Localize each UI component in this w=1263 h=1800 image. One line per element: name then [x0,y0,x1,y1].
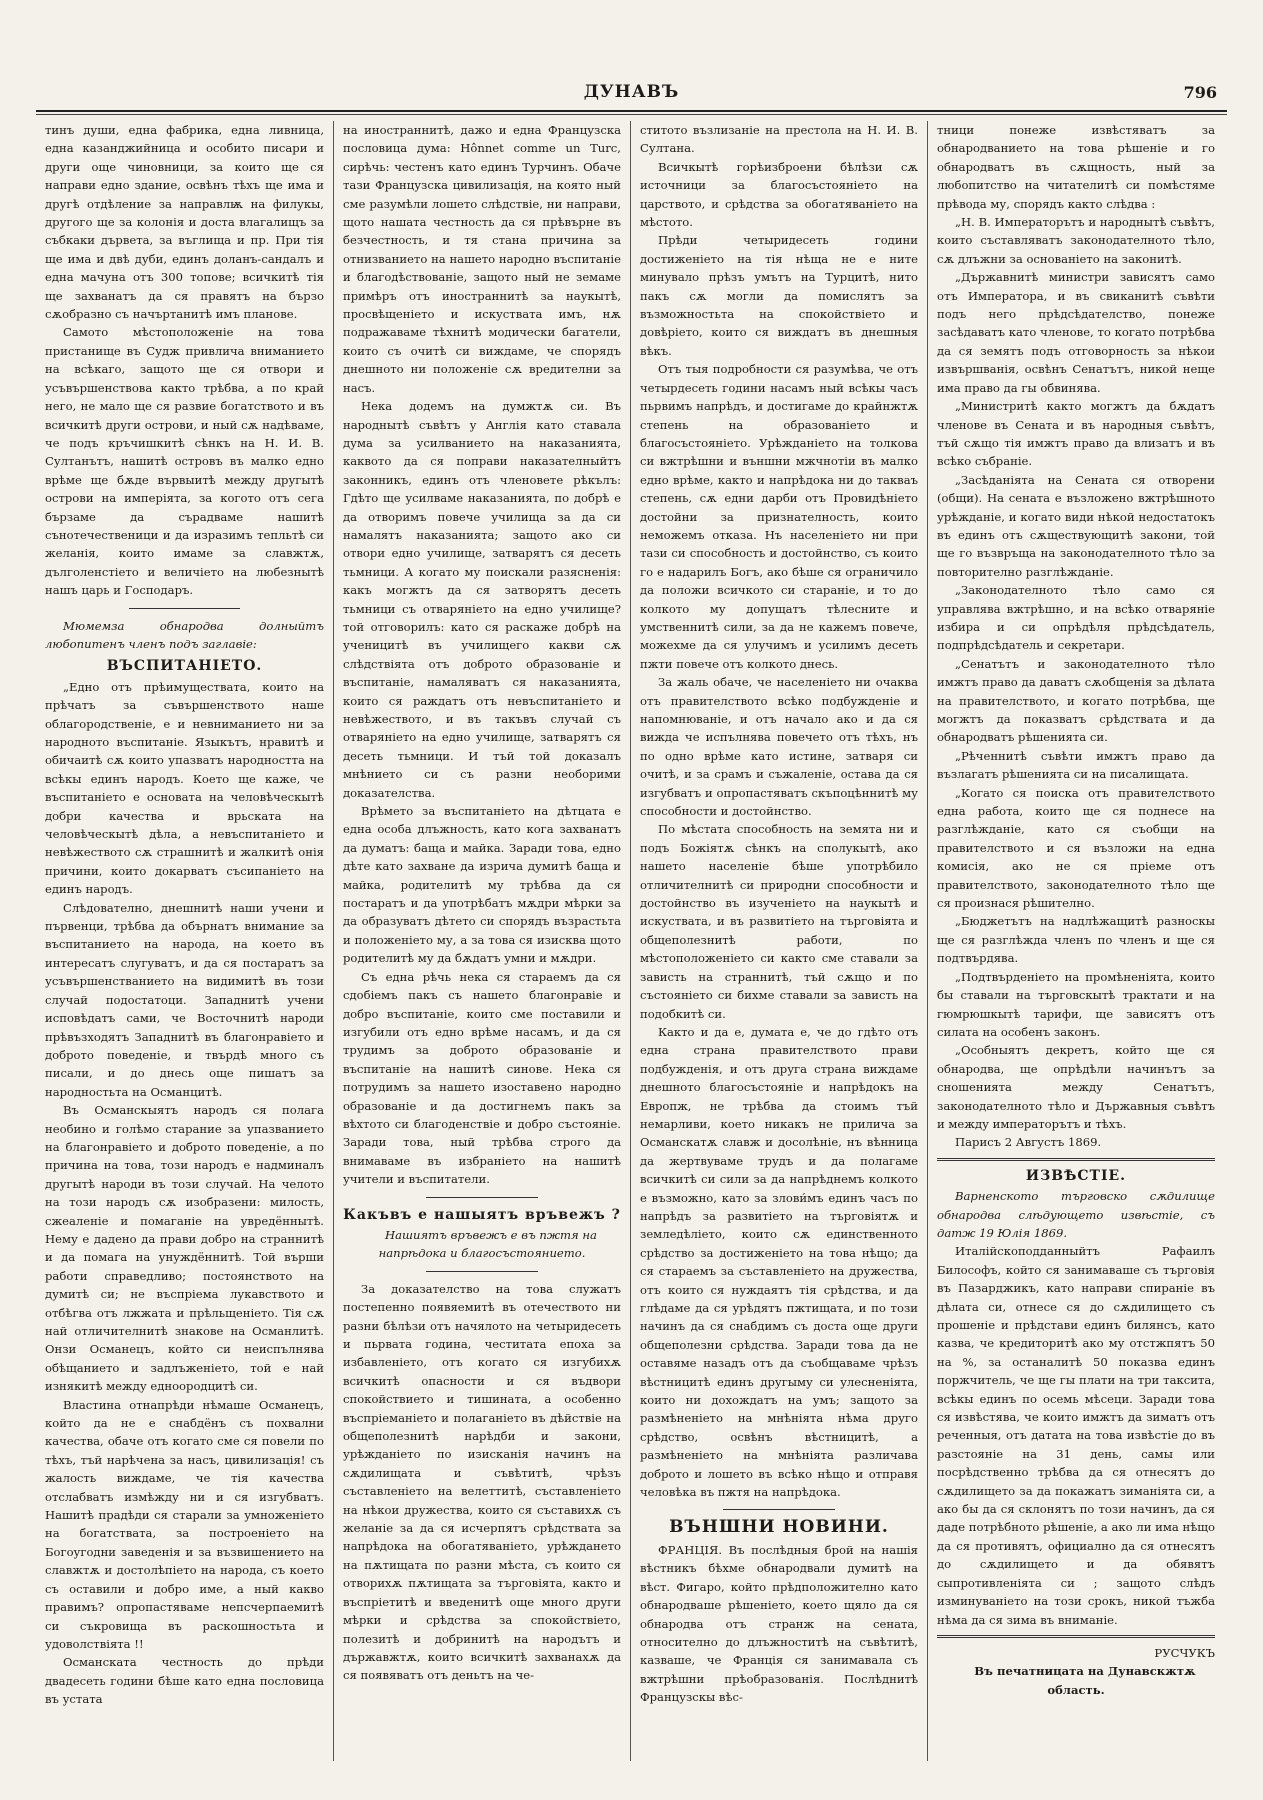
imprint-city: РУСЧУКЪ [1154,1645,1215,1660]
paragraph: По мѣстата способность на земята ни и подъ Божіятѫ сѣнкъ на сполукытѣ, ако нашето населеніе бѣше употрѣбило отличителнитѣ си природни способности и достойнство въ изученіето на наукытѣ и искуствата, и въ развитіето на търговіята и общеполезнитѣ работи, по мѣстоположеніето си както сме ставали за зависть на страннитѣ, тъй сѫщо и по състояніето си бихме ставали за зависть на подобкитѣ си. [640,822,918,1021]
paragraph: „Особныятъ декретъ, който ще ся обнародва, ще опрѣдѣли начинътъ за сношенията между Сенатътъ, законодателното тѣло и Държавныя съвѣтъ и между императорътъ и тѣхъ. [937,1043,1215,1131]
paragraph: Всичкытѣ горѣизброени бѣлѣзи сѫ источници за благосъстояніето на царството, и срѣдства за обогатяваніето на мѣстото. [640,159,918,230]
article-intro: Мюмемза обнародва долныйтъ любопитенъ членъ подъ заглавіе: [45,618,324,651]
page-header [36,82,1227,108]
notice-intro: Варненското търговско сѫдилище обнародва слѣдующето извѣстіе, съ датж 19 Юлія 1869. [937,1189,1215,1240]
notice-body: Италійскоподданныйтъ Рафаилъ Билософъ, който ся занимаваше съ търговія въ Пазарджикъ, като направи спираніе въ дѣлата си, отнесе ся до сѫдилището съ прошеніе и прѣдстави единъ билянсъ, като казва, че кредиторитѣ ако му отстжпятъ 50 на %, за останалитѣ 50 показва единъ поржчитель, че ще гы плати на три таксита, всѣкы единъ по осемь мѣсеци. Заради това ся извѣстява, че които имжтъ да зиматъ отъ реченныя, отъ датата на това извѣстіе до въ разстояніе на 31 день, самы или посрѣдственно трѣбва да ся отнесятъ до сѫдилището за да покажатъ зиманіята си, а ако бы да ся склонятъ по този начинъ, да ся даде потрѣбното рѣшеніе, а ако ли има нѣщо да ся противятъ, официално да ся отнесятъ до сѫдилището и да обявятъ сыпротивленіята си ; защото слѣдъ изминуваніето на този срокъ, никой тъжба нѣма да ся зима въ вниманіе. [937,1244,1215,1627]
paragraph: Врѣмето за въспитаніето на дѣтцата е една особа длъжность, като кога захванатъ да думатъ: баща и майка. Заради това, едно дѣте като захване да изрича думитѣ баща и майка, родителитѣ му трѣбва да ся постаратъ и да употрѣбатъ мѫдри мѣрки за да образуватъ дѣтето си спорядъ възрастьта и положеніето му, а за това ся изисква щото родителитѣ му да бѫдатъ умни и мѫдри. [343,804,621,966]
paragraph: „Н. В. Императорътъ и народнытѣ съвѣтъ, които съставляватъ законодателното тѣло, сѫ длъжни за основаніето на законитѣ. [937,215,1215,266]
header-rule-thin [36,114,1227,115]
paragraph: Самото мѣстоположеніе на това пристанище въ Судж привлича вниманието на всѣкаго, защото ще ся отвори и усъвършенствова както трѣбва, а по край него, не мало ще ся развие богатството и въ всичкитѣ други острови, и ный сѫ надѣваме, че подъ кръчишкитѣ сѣнкъ на Н. И. В. Султанътъ, нашитѣ островъ въ малко едно врѣме ще бѫде вървыитѣ между другытѣ острови на имперіята, за когото отъ сега бързаме да сърадваме нашитѣ сънотечественици и да изразимъ тепльтѣ си желанія, които имаме за славжтѫ, дълголенстіето и величіето на любезнытѣ нашъ царь и Господаръ. [45,325,324,598]
section-title-foreign-news: ВЪНШНИ НОВИНИ. [669,1517,889,1538]
paragraph: „Когато ся поиска отъ правителството една работа, които ще ся поднесе на разглѣжданіе, като ся съобщи на правителството и ся възложи на една комисія, ако не ся пріеме отъ правителството, законодателното тѣло ще ся произнася рѣшително. [937,785,1215,911]
paragraph: Съ една рѣчь нека ся стараемъ да ся сдобіемъ пакъ съ нашето благонравіе и добро въспитаніе, които сме поставили и изгубили отъ едно врѣме насамъ, и да ся трудимъ за доброто образованіе и въспитаніе на нашитѣ синове. Нека ся потрудимъ за нашето изоставено народно образованіе и да достигнемъ пакъ за вѣхтото си благоденствіе и добро състояніе. Заради това, ный трѣбва строго да внимаваме въ избраніето на нашитѣ учители и въспитатели. [343,969,621,1187]
columns [36,121,1227,1761]
paragraph: За доказателство на това служатъ постепенно появяемитѣ въ отечеството ни разни бѣлѣзи отъ начялото на четыридесеть и пьрвата година, честитата епоха за избавленіето, отъ когато ся изгубихѫ всичкитѣ опасности и ся въдвори спокойствието и тишината, а особенно въспріеманіето и полаганіето въ дѣйствіе на общеполезнитѣ нарѣдби и закони, урѣжданіето по изисканія начинъ на сѫдилищата и съвѣтитѣ, чрѣзъ съставленіето на велеттитѣ, съставленіето на нѣкои дружества, които ся съставихѫ съ желаніе за да ся исчерпятъ срѣдствата за напрѣдока на обогатяваніето, урѣждането на пѫтищата по разни мѣста, съ които ся отворихѫ пѫтищата за търговіята, както и въспріетитѣ и введенитѣ още много други мѣрки и срѣдства за спокойствіето, полезитѣ и добринитѣ на народътъ и държавжтѫ, които всичкитѣ захванахѫ да ся появяватъ отъ деньтъ на че- [343,1281,621,1683]
column-4 [927,121,1224,1761]
paragraph: Нека додемъ на думжтѫ си. Въ народнытѣ съвѣтъ у Англія като ставала дума за усилванието на наказанията, каквото да ся поправи наказателныйтъ законникъ, единъ отъ членовете рѣкълъ: Гдѣто ще усилваме наказанията, по добрѣ е да отворимъ повече училища за да си намалятъ наказанията; защото ако си отвори едно училище, затварятъ ся десеть тьмници. А когато му поискали разясненія: какъ могжтъ да ся затворятъ десеть тьмници съ отваряніето на едно училище? той отговорилъ: като ся раскаже добрѣ на ученицитѣ въ училищего какви сѫ слѣдствіята отъ доброто образованіе и въспитаніе, намаляватъ ся наказанията, които ся раждатъ отъ невъспитаніето и невѣжеството, и въ такъвъ случай съ отваряніето на едно училище, затварятъ ся десеть тьмници. И тъй той доказалъ мнѣнието си съ разни необорими доказателства. [343,399,621,800]
paragraph: Властина отнапрѣди нѣмаше Османецъ, който да не е снабдёнъ съ похвални качества, обаче отъ когато сме ся повели по тѣхъ, тъй нарѣчена за насъ, цивилизація! съ жалость виждаме, че тія качества отслабватъ измѣжду ни и ся изгубватъ. Нашитѣ прадѣди ся старали за умноженіето на богатствата, за построеніето на Богоугодни заведенія и за възвишението на славжтѫ и достолѣпіето на народа, съ което съ оставили и добро име, а ный какво правимъ? опропастяваме непсчерпаемитѣ си съкровища въ раскошностьта и удоволствіята !! [45,1397,324,1651]
divider [937,1635,1215,1638]
paragraph: Османската честность до прѣди двадесеть години бѣше като една пословица въ устата [45,1655,324,1707]
paragraph: тници понеже извѣстяватъ за обнародванието на това рѣшеніе и го обнародватъ въ сѫщность, ный за любопитство на читателитѣ си помѣстяме прѣвода му, спорядъ както слѣдва : [937,123,1215,211]
paragraph: тинъ души, една фабрика, една ливница, една казанджийница и особито писари и други още чиновници, за които ще ся направи едно здание, освѣнъ тѣхъ ще има и другѣ отдѣление за направлѭ на филукы, другого ще за колонія и доста влагалищъ за събкаки дървета, за въглища и пр. При тія ще има и двѣ дуби, единъ доланъ-сандалъ и една мачуна отъ 300 топове; всичкитѣ тія ще захванатъ да ся правятъ на бързо сѫобразно съ начъртанитѣ имъ планове. [45,123,324,322]
section-subtitle: Нашиятъ връвежъ е въ пжтя на напрѣдока и благосъстоянието. [378,1227,597,1261]
divider [426,1197,537,1198]
paragraph: Прѣди четыридесеть години достиженіето на тія нѣща не е ните минувало прѣзъ умътъ на Турцитѣ, нито пакъ сѫ могли да помислятъ за възможностьта на спокойствіето и довѣріето, които ся виждатъ въ днешныя вѣкъ. [640,233,918,358]
paragraph: За жаль обаче, че населеніето ни очаква отъ правителството всѣко подбужденіе и напомнюваніе, и отъ начало ако и да ся вижда че испълнява повечето отъ тѣхъ, нъ по одно врѣме като истине, затваря си очитѣ, и за срамъ и съжаленіе, остава да ся изгубватъ и опропастяватъ скъпоцѣннитѣ му способности и достойнство. [640,675,918,819]
dateline: Парисъ 2 Августъ 1869. [955,1135,1102,1150]
section-title-education: ВЪСПИТАНІЕТО. [106,658,263,675]
paragraph: „Едно отъ прѣимуществата, които на прѣчатъ за съвършенството наше облагородственіе, е и невниманието ни за народното въспитаніе. Языкътъ, нравитѣ и обичаитѣ сѫ които упазватъ народността на всѣкы единъ народъ. Което ще каже, че въспитаніето е основата на человѣческытѣ добри качества и врьската на человѣческытѣ дѣла, а невъспитаніето и невѣжеството сѫ страшнитѣ и жалкитѣ онія причини, които докарватъ съсипаніето на единъ народъ. [45,679,324,897]
paragraph: ститото възлизаніе на престола на Н. И. В. Султана. [640,123,918,156]
paragraph: „Сенатътъ и законодателното тѣло имжтъ право да даватъ сѫобщенія за дѣлата на правителството, и когато потрѣбва, ще могжтъ да показватъ срѣдствата и да обнародватъ рѣшенията си. [937,656,1215,745]
divider [129,608,241,609]
paragraph: „Бюджетътъ на надлѣжащитѣ разноскы ще ся разглѣжда членъ по членъ и ще ся подтвърдява. [937,914,1215,966]
paragraph: „Държавнитѣ министри зависятъ само отъ Императора, и въ свиканитѣ съвѣти подъ него прѣдсѣдателство, понеже засѣдаватъ като членове, то когато потрѣбва да ся земятъ подъ отговорность за нѣкои извършванія, освѣнъ Сенатътъ, никой неще има право да гы обвинява. [937,270,1215,395]
imprint: Въ печатницата на Дунавскжтѫ область. [974,1664,1196,1697]
notice-title: ИЗВѢСТІЕ. [1025,1167,1127,1184]
newspaper-title: ДУНАВЪ [583,82,680,102]
paragraph: „Рѣченнитѣ съвѣти имжтъ право да възлагатъ рѣшенията си на писалищата. [937,748,1215,782]
paragraph: „Министритѣ както могжтъ да бѫдатъ членове въ Сената и въ народныя съвѣтъ, тъй сѫщо тія имжтъ право да влизатъ и въ всѣко събраніе. [937,399,1215,469]
paragraph: Както и да е, думата е, че до гдѣто отъ една страна правителството прави подбужденія, и отъ друга страна виждаме днешното благосъстояніе и напрѣдокъ на Европж, не трѣбва да стоимъ тъй немарливи, което никакъ не прилича за Османскатѫ славж и досолѣніе, нъ вѣнница да жертвуваме трудъ и да полагаме всичкитѣ си сили за да напрѣднемъ колкото е възможно, като за злови́мъ единъ часъ по напрѣдъ за развитіето на търговіятѫ и земледѣліето, които сѫ единственното срѣдство за достиженіето на това нѣщо; да ся стараемъ за съставленіето на дружества, отъ които ся нуждаятъ тія срѣдства, и да глѣдаме да ся урѣдятъ пжтищата, и по този начинъ да ся снабдимъ съ доста още други общеполезни срѣдства. Заради това да не оставяме назадъ отъ да съобщаваме чрѣзъ вѣстницитѣ единъ другыму си улесненіята, които ни дохождатъ на умъ; защото за размѣненіето на мнѣніята нѣма друго срѣдство, освѣнъ вѣстницитѣ, а размѣненіето на мнѣніята различава доброто и лошето въ всѣко нѣщо и отправя человѣка въ пжтя на напрѣдока. [640,1024,918,1500]
divider [723,1509,834,1510]
paragraph: Отъ тыя подробности ся разумѣва, че отъ четырдесеть години насамъ ный всѣкы часъ пьрвимъ напрѣдъ, и достигаме до крайнжтѫ степень на образованіето и благосъстояніето. Урѣжданіето на толкова си вжтрѣшни и външни мжчнотіи въ малко едно врѣме, както и напрѣдока ни до такваъ степень, сѫ едни дарби отъ Провидѣніето достойни за признателность, които неможемъ отказа. Нъ населеніето ни при тази си способность и достойнство, съ които го е надарилъ Богъ, ако бѣше ся ограничило да положи всичкото си стараніе, и то до колкото му допущатъ тѣлесните и умственнитѣ сили, за да не кажемъ повече, можехме да ся улучимъ и усилимъ десеть пжти повече отъ колкото днесь. [640,362,918,671]
paragraph: „Засѣданіята на Сената ся отворени (общи). На сената е възложено вжтрѣшното урѣжданіе, и когато види нѣкой недостатокъ въ единъ отъ сѫществующитѣ закони, той ще го възвръща на законодателното тѣло за повторително разглѣжданіе. [937,472,1215,579]
column-3 [630,121,927,1761]
header-rule [36,110,1227,112]
paragraph: Слѣдователно, днешнитѣ наши учени и първенци, трѣбва да обърнатъ внимание за въспитанието на народа, на което въ интересатъ слугуватъ, и да ся постаратъ за усъвършенстванието на видимитѣ въ този случай подостатоци. Западнитѣ учени исповѣдатъ сами, че Восточнитѣ народи прѣвъзходятъ Западнитѣ въ благонравіето и доброто поведеніе, и твърдѣ много съ писали, и до днесь още пишатъ за народностьта на Османцитѣ. [45,900,324,1099]
column-2 [333,121,630,1761]
column-1 [36,121,333,1761]
paragraph: на иностраннитѣ, дажо и една Французска пословица дума: Hônnet comme un Turc, сирѣчь: честенъ като единъ Турчинъ. Обаче тази Французска цивилизація, на която ный сме разумѣли лошето слѣдствіе, ни направи, щото нашата честность да ся прѣвърне въ безчестность, и тя стана причина за отнизванието на нашето народно въспитаніе и благодѣствованіе, защото ный не земаме примѣръ отъ иностраннитѣ за наукытѣ, просвѣщеніето и искуствата имъ, нѫ подражаваме тѣхнитѣ модически багатели, които съ очитѣ си виждаме, че спорядъ днешното ни положеніе сѫ вредителни за насъ. [343,123,621,395]
paragraph: Въ Османскыятъ народъ ся полага необино и голѣмо старание за упазванието на благонравіето и доброто поведеніе, а по причина на това, този народъ е надминалъ другытѣ народи въ този случай. На челото на този народъ сѫ изобразени: милость, сжеаленіе и помаганіе на увредённытѣ. Нему е дадено да прави добро на страннитѣ и да помага на унуждённитѣ. Той върши работи справедливо; постоянството на думитѣ си; не въспріема лукавството и отбѣгва отъ лжжата и прѣльщеніето. Тія сѫ най отличителнитѣ знакове на Османлитѣ. Онзи Османецъ, който си неиспълнява обѣщанието и задлъженіето, той е най изнякитѣ между едноородцитѣ си. [45,1103,324,1394]
paragraph: „Подтвърденіето на промѣненіята, които бы ставали на търговскытѣ трактати и на гюмрюшкытѣ тарифи, ще зависятъ отъ силата на особенъ законъ. [937,969,1215,1039]
paragraph: ФРАНЦІЯ. Въ послѣдныя брой на нашія вѣстникъ бѣхме обнародвали думитѣ на вѣст. Фигаро, който прѣдположително като обнародваше рѣшеніето, което щяло да ся обнародва отъ странж на сената, относително до длъжноститѣ на съвѣтитѣ, казваше, че Франція ся занимавала съ вжтрѣшни прѣобразованія. Послѣднитѣ Французскы вѣс- [640,1542,918,1705]
divider [937,1158,1215,1161]
page-number: 796 [1183,83,1217,102]
divider [426,1271,537,1272]
section-title-progress: Какъвъ е нашыятъ връвежъ ? [343,1206,621,1223]
paragraph: „Законодателното тѣло само ся управлява вжтрѣшно, и на всѣко отваряніе избира и си опрѣдѣля прѣдсѣдатель, подпрѣдсѣдатель и секретари. [937,583,1215,653]
